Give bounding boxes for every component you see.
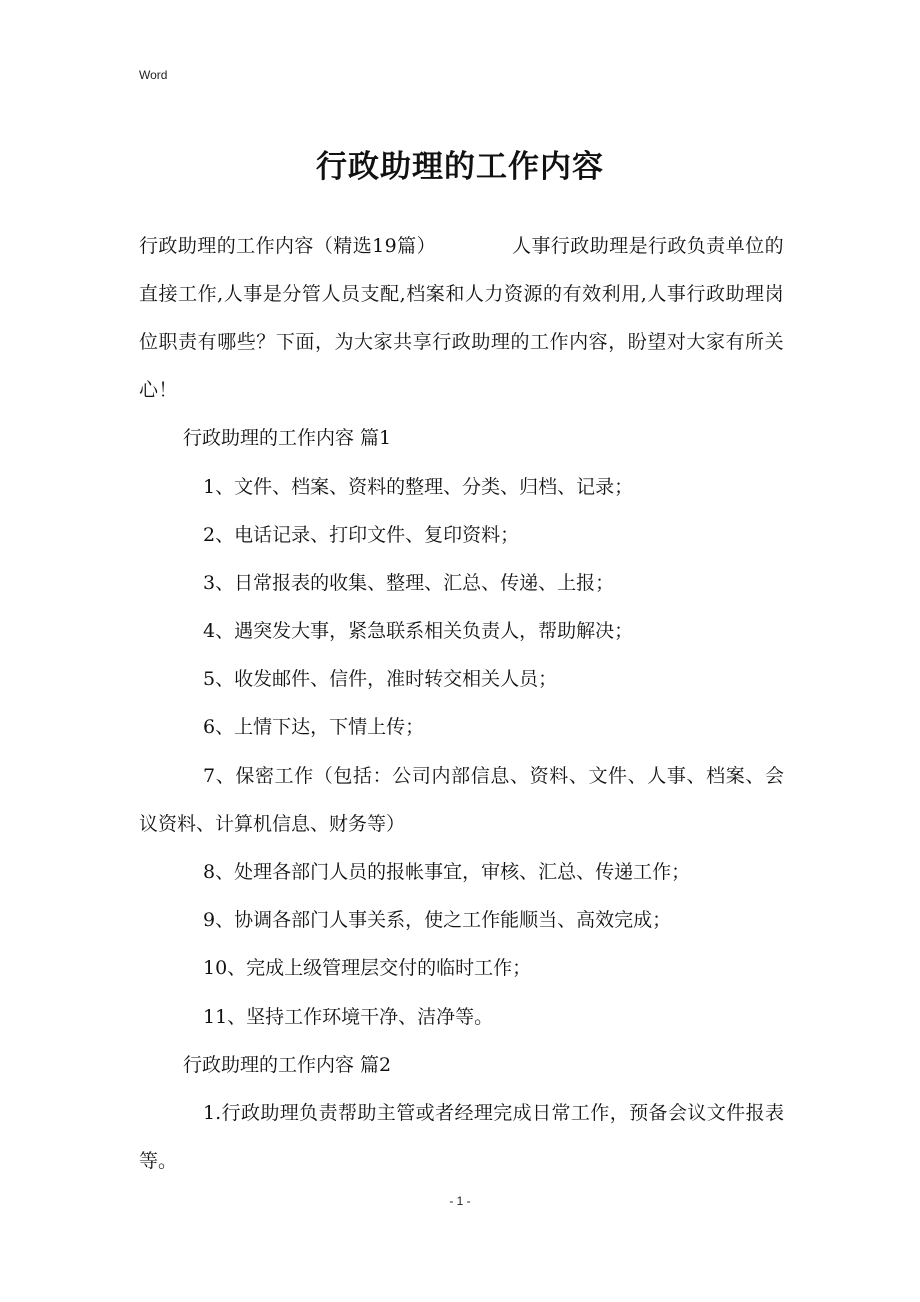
list-item: 1、文件、档案、资料的整理、分类、归档、记录； <box>203 476 634 498</box>
list-item: 3、日常报表的收集、整理、汇总、传递、上报； <box>203 572 615 594</box>
header-label: Word <box>139 68 168 82</box>
intro-lead: 行政助理的工作内容（精选19篇） <box>139 235 436 257</box>
list-item: 7、保密工作（包括：公司内部信息、资料、文件、人事、档案、会议资料、计算机信息、财务等） <box>139 765 784 835</box>
document-title: 行政助理的工作内容 <box>316 149 604 185</box>
list-item: 5、收发邮件、信件，准时转交相关人员； <box>203 668 558 690</box>
list-item: 11、坚持工作环境干净、洁净等。 <box>203 1006 494 1028</box>
intro-paragraph <box>139 222 784 414</box>
list-item: 1.行政助理负责帮助主管或者经理完成日常工作，预备会议文件报表等。 <box>139 1102 784 1172</box>
list-item: 9、协调各部门人事关系，使之工作能顺当、高效完成； <box>203 909 672 931</box>
intro-body: 人事行政助理是行政负责单位的直接工作,人事是分管人员支配,档案和人力资源的有效利用,人事行政助理岗位职责有哪些？下面，为大家共享行政助理的工作内容，盼望对大家有所关心！ <box>139 235 784 401</box>
list-item: 2、电话记录、打印文件、复印资料； <box>203 524 520 546</box>
section-heading-2: 行政助理的工作内容 篇2 <box>183 1054 392 1076</box>
list-item: 10、完成上级管理层交付的临时工作； <box>203 957 532 979</box>
list-item: 4、遇突发大事，紧急联系相关负责人，帮助解决； <box>203 620 634 642</box>
section-heading-1: 行政助理的工作内容 篇1 <box>183 427 392 449</box>
list-item: 6、上情下达，下情上传； <box>203 716 425 738</box>
page-number: - 1 - <box>449 1194 471 1208</box>
list-item: 8、处理各部门人员的报帐事宜，审核、汇总、传递工作； <box>203 861 691 883</box>
